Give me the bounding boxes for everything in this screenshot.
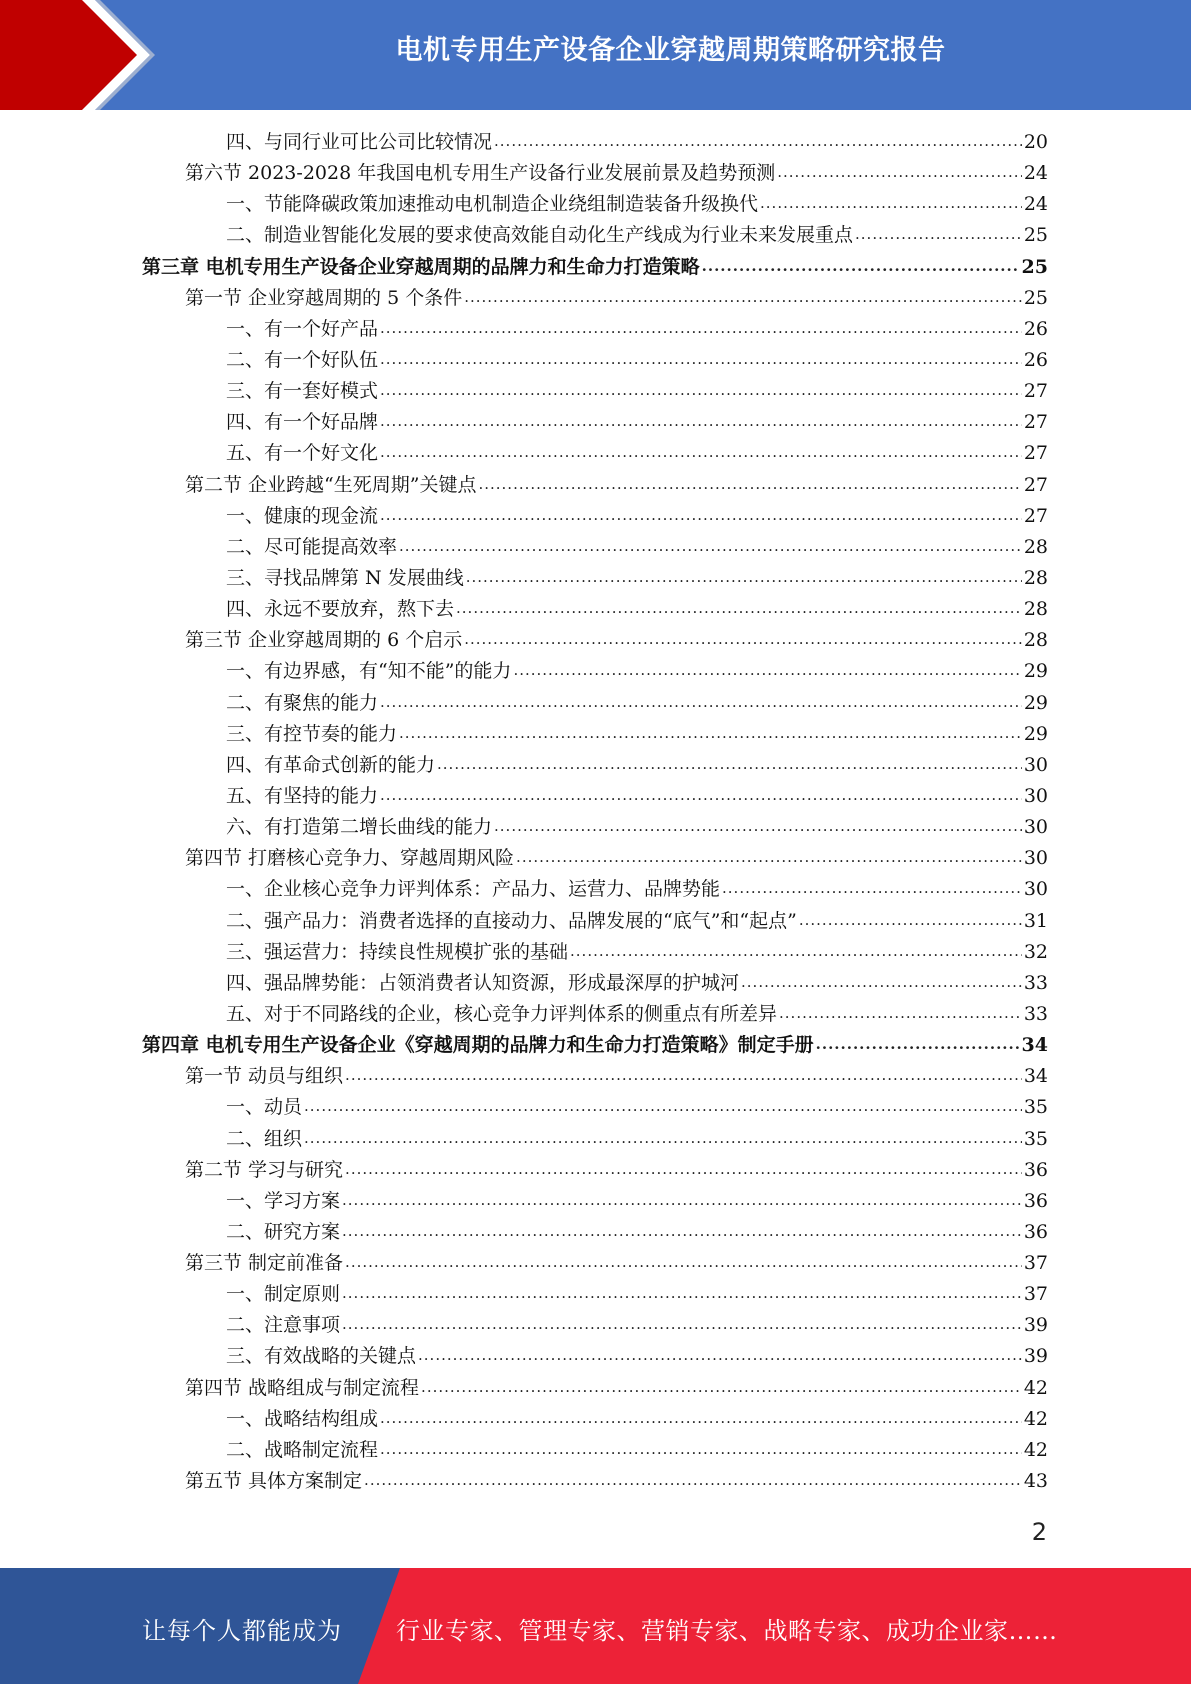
toc-entry[interactable] [0,189,1191,220]
toc-entry-page: 36 [1023,1158,1048,1181]
toc-dot-leader [342,1219,1022,1239]
toc-entry-title: 四、与同行业可比公司比较情况 [226,131,493,153]
toc-entry[interactable] [0,843,1191,874]
toc-entry-page: 25 [1023,224,1048,247]
toc-dot-leader [777,160,1022,180]
toc-dot-leader [380,440,1022,460]
toc-entry-title: 五、对于不同路线的企业，核心竞争力评判体系的侧重点有所差异 [226,1002,778,1025]
toc-entry-page: 42 [1023,1376,1048,1399]
toc-dot-leader [760,191,1022,211]
toc-entry-page: 32 [1023,940,1048,963]
toc-entry[interactable] [0,1435,1191,1466]
toc-entry[interactable] [0,594,1191,625]
toc-entry-title: 第四章 电机专用生产设备企业《穿越周期的品牌力和生命力打造策略》制定手册 [142,1034,814,1057]
toc-entry[interactable] [0,1061,1191,1092]
footer-slogan-right: 行业专家、管理专家、营销专家、战略专家、成功企业家…… [396,1617,1058,1645]
toc-entry-title: 二、研究方案 [226,1220,341,1243]
toc-entry-page: 36 [1023,1189,1048,1212]
toc-entry[interactable] [0,781,1191,812]
toc-entry[interactable] [0,1279,1191,1310]
toc-entry[interactable] [0,470,1191,501]
toc-entry-title: 四、强品牌势能：占领消费者认知资源，形成最深厚的护城河 [226,971,740,994]
toc-entry-title: 一、有一个好产品 [226,317,379,340]
toc-dot-leader [342,1312,1022,1332]
toc-entry[interactable] [0,407,1191,438]
toc-entry-title: 第四节 打磨核心竞争力、穿越周期风险 [185,847,515,870]
toc-entry[interactable] [0,1248,1191,1279]
toc-entry-page: 29 [1023,660,1048,683]
toc-entry[interactable] [0,812,1191,843]
footer-slogan-left: 让每个人都能成为 [142,1617,342,1645]
toc-entry[interactable] [0,719,1191,750]
toc-entry-title: 二、有一个好队伍 [226,348,379,371]
toc-entry-page: 33 [1023,1002,1048,1025]
toc-entry[interactable] [0,1186,1191,1217]
toc-entry[interactable] [0,688,1191,719]
toc-entry[interactable] [0,1124,1191,1155]
toc-entry-title: 六、有打造第二增长曲线的能力 [226,816,493,839]
slogan-footer [0,1568,1191,1684]
toc-entry-page: 43 [1023,1470,1048,1493]
toc-dot-leader [464,627,1022,647]
toc-entry-page: 28 [1023,535,1048,558]
toc-entry[interactable] [0,345,1191,376]
toc-dot-leader [380,1437,1022,1457]
toc-entry-title: 二、组织 [226,1127,303,1150]
toc-dot-leader [399,534,1022,554]
toc-dot-leader [456,596,1022,616]
toc-entry-page: 27 [1023,380,1048,403]
toc-dot-leader [494,129,1022,149]
toc-entry-page: 29 [1023,691,1048,714]
toc-entry-title: 四、有革命式创新的能力 [226,753,436,776]
toc-entry-title: 一、企业核心竞争力评判体系：产品力、运营力、品牌势能 [226,878,721,901]
toc-entry-page: 29 [1023,722,1048,745]
toc-dot-leader [399,721,1022,741]
toc-dot-leader [421,1375,1022,1395]
toc-entry-title: 二、战略制定流程 [226,1438,379,1461]
toc-entry-page: 25 [1023,286,1048,309]
toc-dot-leader [345,1250,1022,1270]
toc-dot-leader [380,783,1022,803]
toc-entry-title: 二、注意事项 [226,1314,341,1337]
toc-dot-leader [437,752,1022,772]
toc-dot-leader [380,690,1022,710]
toc-entry-page: 39 [1023,1314,1048,1337]
toc-entry-title: 四、有一个好品牌 [226,411,379,434]
toc-dot-leader [345,1157,1022,1177]
toc-dot-leader [380,503,1022,523]
toc-entry[interactable] [0,220,1191,251]
toc-entry-page: 35 [1023,1096,1048,1119]
toc-entry-page: 36 [1023,1220,1048,1243]
toc-entry-title: 三、有效战略的关键点 [226,1345,417,1368]
toc-dot-leader [779,1001,1022,1021]
table-of-contents [0,127,1191,1497]
toc-entry[interactable] [0,906,1191,937]
toc-dot-leader [722,876,1022,896]
toc-entry-page: 30 [1023,784,1048,807]
toc-entry[interactable] [0,314,1191,345]
toc-entry-page: 24 [1023,193,1048,216]
toc-dot-leader [464,285,1022,305]
toc-entry-page: 35 [1023,1127,1048,1150]
toc-entry-title: 二、强产品力：消费者选择的直接动力、品牌发展的“底气”和“起点” [226,909,797,932]
toc-entry-title: 三、强运营力：持续良性规模扩张的基础 [226,940,569,963]
toc-entry[interactable] [0,1466,1191,1497]
toc-dot-leader [513,658,1021,678]
toc-dot-leader [342,1281,1022,1301]
toc-dot-leader [342,1188,1022,1208]
toc-entry-page: 26 [1023,348,1048,371]
toc-entry[interactable] [0,532,1191,563]
toc-entry-page: 42 [1023,1438,1048,1461]
toc-entry-title: 第二节 学习与研究 [185,1158,344,1181]
toc-dot-leader [380,1406,1022,1426]
toc-dot-leader [380,316,1022,336]
toc-entry-title: 二、尽可能提高效率 [226,535,398,558]
toc-entry-title: 一、战略结构组成 [226,1407,379,1430]
toc-dot-leader [702,254,1020,274]
toc-entry[interactable] [0,1155,1191,1186]
toc-entry-page: 25 [1021,255,1048,278]
toc-entry[interactable] [0,1092,1191,1123]
toc-entry-title: 一、节能降碳政策加速推动电机制造企业绕组制造装备升级换代 [226,193,759,216]
toc-entry[interactable] [0,127,1191,158]
toc-entry[interactable] [0,283,1191,314]
toc-dot-leader [799,908,1022,928]
toc-entry-page: 34 [1023,1065,1048,1088]
toc-entry-title: 四、永远不要放弃，熬下去 [226,598,455,621]
toc-entry-title: 一、健康的现金流 [226,504,379,527]
toc-dot-leader [494,814,1022,834]
toc-entry-title: 第三节 制定前准备 [185,1252,344,1275]
toc-entry-page: 26 [1023,317,1048,340]
toc-entry[interactable] [0,376,1191,407]
toc-entry-page: 33 [1023,971,1048,994]
toc-entry-title: 三、寻找品牌第 N 发展曲线 [226,566,464,589]
toc-entry[interactable] [0,656,1191,687]
toc-entry[interactable] [0,968,1191,999]
toc-entry-title: 第一节 企业穿越周期的 5 个条件 [185,286,463,309]
toc-dot-leader [380,347,1022,367]
toc-entry[interactable] [0,1341,1191,1372]
toc-dot-leader [516,845,1022,865]
toc-entry[interactable] [0,1404,1191,1435]
toc-dot-leader [570,939,1022,959]
toc-entry-title: 二、制造业智能化发展的要求使高效能自动化生产线成为行业未来发展重点 [226,224,854,247]
toc-entry[interactable] [0,750,1191,781]
toc-entry-title: 五、有坚持的能力 [226,784,379,807]
toc-dot-leader [364,1468,1022,1488]
toc-dot-leader [741,970,1022,990]
toc-entry-title: 一、有边界感，有“知不能”的能力 [226,660,512,683]
toc-dot-leader [304,1094,1022,1114]
toc-entry-page: 27 [1023,411,1048,434]
toc-entry-page: 27 [1023,442,1048,465]
toc-entry-page: 37 [1023,1283,1048,1306]
toc-entry[interactable] [0,563,1191,594]
toc-entry-title: 三、有控节奏的能力 [226,722,398,745]
toc-entry-title: 二、有聚焦的能力 [226,691,379,714]
toc-dot-leader [380,409,1022,429]
toc-entry-title: 第三章 电机专用生产设备企业穿越周期的品牌力和生命力打造策略 [142,255,700,278]
toc-entry[interactable] [0,1217,1191,1248]
toc-entry-title: 三、有一套好模式 [226,380,379,403]
toc-entry-page: 30 [1023,816,1048,839]
toc-entry-page: 28 [1023,629,1048,652]
toc-entry-title: 第二节 企业跨越“生死周期”关键点 [185,473,477,496]
toc-dot-leader [418,1343,1022,1363]
toc-entry-title: 第一节 动员与组织 [185,1065,344,1088]
toc-dot-leader [345,1063,1022,1083]
toc-entry-title: 第四节 战略组成与制定流程 [185,1376,420,1399]
toc-dot-leader [380,378,1022,398]
page-number: 2 [1031,1518,1047,1546]
toc-entry-page: 24 [1023,162,1048,185]
toc-dot-leader [466,565,1022,585]
report-header [0,0,1191,110]
toc-entry-title: 一、制定原则 [226,1283,341,1306]
report-title: 电机专用生产设备企业穿越周期策略研究报告 [395,35,946,66]
toc-entry[interactable] [0,1030,1191,1061]
toc-entry-page: 20 [1023,131,1048,153]
toc-entry-title: 第三节 企业穿越周期的 6 个启示 [185,629,463,652]
toc-entry-page: 30 [1023,878,1048,901]
toc-entry-title: 一、动员 [226,1096,303,1119]
toc-entry-page: 27 [1023,473,1048,496]
toc-entry-title: 第五节 具体方案制定 [185,1470,363,1493]
toc-entry[interactable] [0,874,1191,905]
toc-dot-leader [855,222,1022,242]
toc-entry-page: 42 [1023,1407,1048,1430]
toc-entry-page: 28 [1023,598,1048,621]
toc-entry-page: 28 [1023,566,1048,589]
toc-entry-page: 30 [1023,847,1048,870]
toc-entry[interactable] [0,1310,1191,1341]
toc-entry[interactable] [0,937,1191,968]
toc-entry-title: 五、有一个好文化 [226,442,379,465]
toc-entry[interactable] [0,501,1191,532]
toc-dot-leader [478,472,1021,492]
toc-entry-page: 39 [1023,1345,1048,1368]
toc-entry[interactable] [0,158,1191,189]
toc-entry-page: 34 [1021,1034,1048,1057]
toc-entry-page: 30 [1023,753,1048,776]
toc-entry-title: 第六节 2023-2028 年我国电机专用生产设备行业发展前景及趋势预测 [185,162,776,185]
toc-entry[interactable] [0,438,1191,469]
toc-dot-leader [816,1032,1020,1052]
toc-entry-page: 37 [1023,1252,1048,1275]
toc-dot-leader [304,1126,1022,1146]
toc-entry-title: 一、学习方案 [226,1189,341,1212]
toc-entry[interactable] [0,252,1191,283]
toc-entry[interactable] [0,999,1191,1030]
toc-entry-page: 27 [1023,504,1048,527]
header-arrow-decoration [0,0,160,110]
toc-entry-page: 31 [1023,909,1048,932]
toc-entry[interactable] [0,1373,1191,1404]
toc-entry[interactable] [0,625,1191,656]
